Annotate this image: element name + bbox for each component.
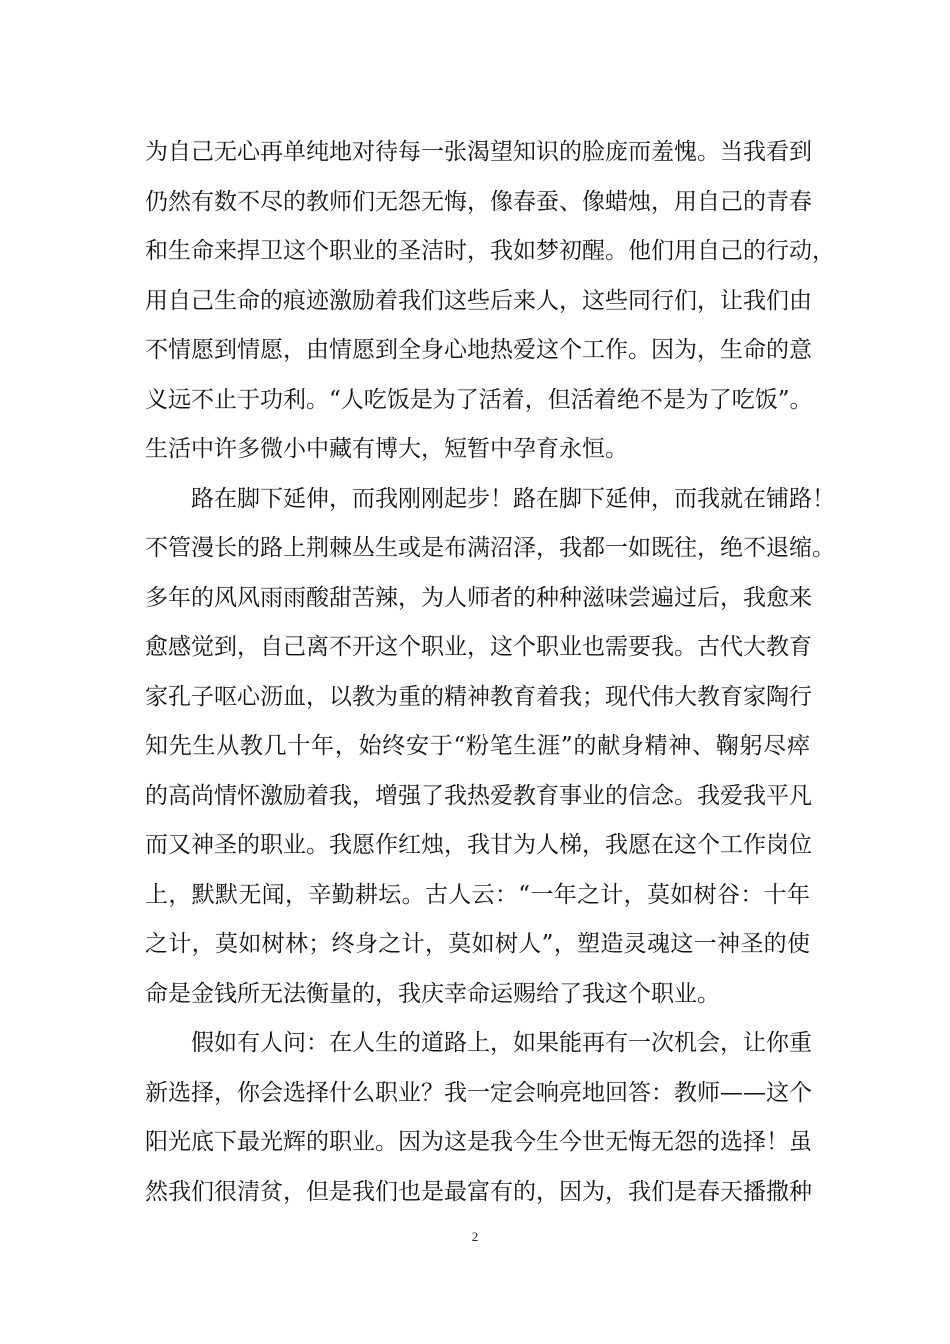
paragraph-2-line: 家孔子呕心沥血，以教为重的精神教育着我；现代伟大教育家陶行 [145,683,812,710]
page-number: 2 [471,1229,479,1244]
paragraph-2-line: 而又神圣的职业。我愿作红烛，我甘为人梯，我愿在这个工作岗位 [145,832,812,858]
paragraph-3-line: 假如有人问：在人生的道路上，如果能再有一次机会，让你重 [191,1030,812,1056]
paragraph-1-line: 义远不止于功利。“人吃饭是为了活着，但活着绝不是为了吃饭”。 [145,386,813,413]
paragraph-2-line: 知先生从教几十年，始终安于“粉笔生涯”的献身精神、鞠躬尽瘁 [145,733,810,759]
paragraph-1-line: 为自己无心再单纯地对待每一张渴望知识的脸庞而羞愧。当我看到 [145,139,812,165]
paragraph-2-line: 的高尚情怀激励着我，增强了我热爱教育事业的信念。我爱我平凡 [145,782,812,809]
body-text [145,128,835,1217]
paragraph-2-line: 多年的风风雨雨酸甜苦辣，为人师者的种种滋味尝遍过后，我愈来 [145,584,812,611]
paragraph-2-line: 路在脚下延伸，而我刚刚起步！路在脚下延伸，而我就在铺路！ [191,485,835,512]
paragraph-1-line: 不情愿到情愿，由情愿到全身心地热爱这个工作。因为，生命的意 [145,337,812,363]
paragraph-1-line: 仍然有数不尽的教师们无怨无悔，像春蚕、像蜡烛，用自己的青春 [145,188,812,215]
paragraph-1-line: 生活中许多微小中藏有博大，短暂中孕育永恒。 [145,436,628,462]
paragraph-2-line: 命是金钱所无法衡量的，我庆幸命运赐给了我这个职业。 [145,980,720,1007]
paragraph-1-line: 用自己生命的痕迹激励着我们这些后来人，这些同行们，让我们由 [145,287,812,314]
paragraph-2-line: 愈感觉到，自己离不开这个职业，这个职业也需要我。古代大教育 [145,634,812,660]
paragraph-3-line: 然我们很清贫，但是我们也是最富有的，因为，我们是春天播撒种 [145,1178,812,1205]
paragraph-2-line: 不管漫长的路上荆棘丛生或是布满沼泽，我都一如既往，绝不退缩。 [145,535,835,561]
paragraph-2-line: 上，默默无闻，辛勤耕坛。古人云：“一年之计，莫如树谷：十年 [145,881,810,908]
paragraph-2-line: 之计，莫如树林；终身之计，莫如树人”，塑造灵魂这一神圣的使 [145,931,810,957]
paragraph-1-line: 和生命来捍卫这个职业的圣洁时，我如梦初醒。他们用自己的行动， [145,238,835,264]
paragraph-3-line: 阳光底下最光辉的职业。因为这是我今生今世无悔无怨的选择！虽 [145,1129,812,1155]
paragraph-3-line: 新选择，你会选择什么职业？我一定会响亮地回答：教师——这个 [145,1079,812,1106]
